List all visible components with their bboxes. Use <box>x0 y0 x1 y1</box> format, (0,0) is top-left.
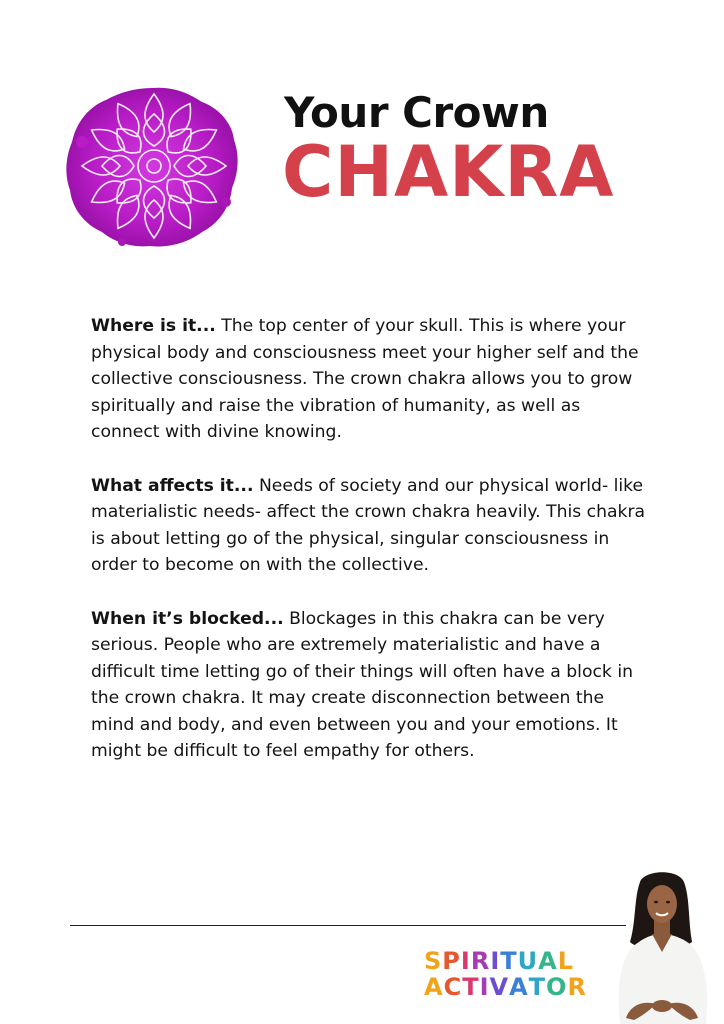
brand-logo-text <box>424 948 587 1000</box>
title-chakra: CHAKRA <box>282 131 615 213</box>
brand-letter: T <box>500 947 518 975</box>
brand-line-2 <box>424 974 587 1000</box>
brand-letter: O <box>546 973 568 1001</box>
brand-letter: P <box>442 947 461 975</box>
section-affects-text: Needs of society and our physical world- like materialistic needs- affect the crown chakra heavily. This chakra is about letting go of the physical, singular consciousness in order to become on with the collective. <box>91 475 646 575</box>
brand-line-1 <box>424 948 587 974</box>
brand-letter: U <box>517 947 539 975</box>
brand-letter: L <box>557 947 574 975</box>
section-where <box>91 313 651 446</box>
section-where-text: The top center of your skull. This is where your physical body and consciousness meet your higher self and the collective consciousness. The crown chakra allows you to grow spiritually and raise the vibration of humanity, as well as connect with divine knowing. <box>91 316 639 442</box>
brand-letter: T <box>462 973 480 1001</box>
brand-letter: C <box>443 973 463 1001</box>
section-blocked <box>91 606 651 765</box>
crown-chakra-lotus-logo <box>62 82 242 252</box>
title-your-crown: Your Crown <box>284 88 549 137</box>
section-where-heading: Where is it... <box>91 316 216 336</box>
brand-letter: A <box>538 947 558 975</box>
brand-letter: A <box>424 973 444 1001</box>
brand-letter: I <box>490 947 501 975</box>
section-affects-heading: What affects it... <box>91 475 254 496</box>
person-portrait <box>606 868 718 1024</box>
brand-letter: V <box>489 973 510 1001</box>
content-body <box>91 313 651 792</box>
section-affects <box>91 473 651 579</box>
section-blocked-text: Blockages in this chakra can be very serious. People who are extremely materialistic and have a difficult time letting go of their things will often have a block in the crown chakra. It may create disconnection between the mind and body, and even between you and your emotions. It might be difficult to feel empathy for others. <box>91 608 633 761</box>
brand-letter: R <box>567 973 587 1001</box>
footer-divider <box>70 925 626 926</box>
brand-letter: R <box>470 947 491 975</box>
brand-letter: T <box>528 973 547 1001</box>
brand-letter: S <box>424 947 443 975</box>
section-blocked-heading: When it’s blocked... <box>91 608 284 629</box>
brand-letter: A <box>509 973 529 1001</box>
brand-letter: I <box>460 947 471 975</box>
brand-letter: I <box>479 973 490 1001</box>
